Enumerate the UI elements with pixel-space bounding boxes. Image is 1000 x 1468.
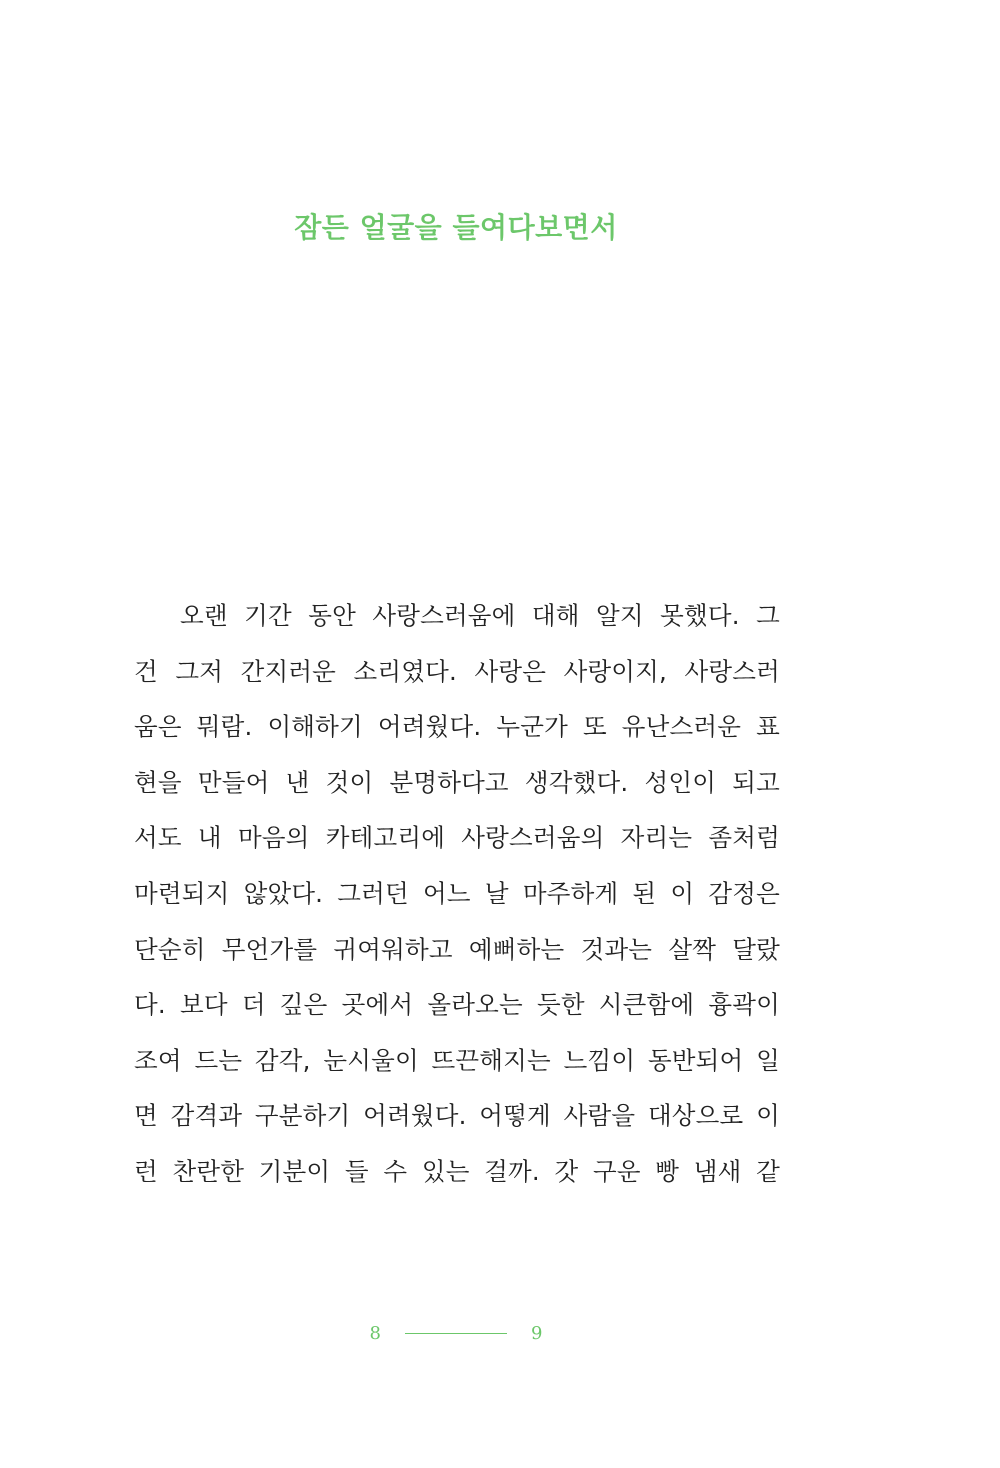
text-line: 면 감격과 구분하기 어려웠다. 어떻게 사람을 대상으로 이 bbox=[134, 1101, 780, 1131]
text-line: 건 그저 간지러운 소리였다. 사랑은 사랑이지, 사랑스러 bbox=[134, 656, 780, 686]
text-line: 서도 내 마음의 카테고리에 사랑스러움의 자리는 좀처럼 bbox=[134, 823, 780, 853]
text-line: 움은 뭐람. 이해하기 어려웠다. 누군가 또 유난스러운 표 bbox=[134, 712, 780, 742]
right-page-number: 9 bbox=[531, 1322, 543, 1344]
text-line: 단순히 무언가를 귀여워하고 예뻐하는 것과는 살짝 달랐 bbox=[134, 934, 780, 964]
folio-divider-line bbox=[405, 1333, 507, 1334]
text-line: 다. 보다 더 깊은 곳에서 올라오는 듯한 시큰함에 흉곽이 bbox=[134, 990, 780, 1020]
text-line: 조여 드는 감각, 눈시울이 뜨끈해지는 느낌이 동반되어 일 bbox=[134, 1045, 780, 1075]
body-text bbox=[134, 588, 780, 1200]
text-line: 오랜 기간 동안 사랑스러움에 대해 알지 못했다. 그 bbox=[180, 601, 780, 630]
page-numbers bbox=[0, 1318, 912, 1348]
text-line: 현을 만들어 낸 것이 분명하다고 생각했다. 성인이 되고 bbox=[134, 767, 780, 797]
text-line: 런 찬란한 기분이 들 수 있는 걸까. 갓 구운 빵 냄새 같 bbox=[134, 1156, 780, 1186]
text-line: 마련되지 않았다. 그러던 어느 날 마주하게 된 이 감정은 bbox=[134, 878, 780, 908]
chapter-title: 잠든 얼굴을 들여다보면서 bbox=[294, 211, 618, 244]
left-page-number: 8 bbox=[369, 1322, 381, 1344]
